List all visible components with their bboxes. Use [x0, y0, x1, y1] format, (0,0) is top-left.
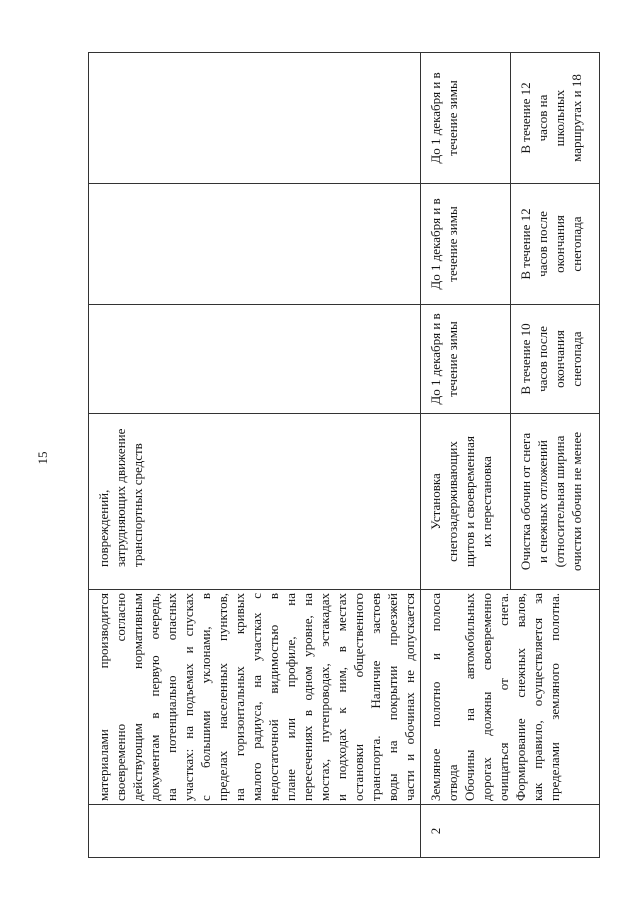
row-1-number-cell	[89, 805, 420, 857]
text-line: транспорта. Наличие застоев	[368, 593, 383, 801]
text-line: воды на покрытии проезжей	[385, 593, 400, 801]
row-1-measure-cell	[89, 414, 420, 589]
row-2b-deadline-3-cell	[511, 53, 599, 183]
row-1-deadline-1-cell	[89, 305, 420, 413]
text-line: До 1 декабря и в	[428, 198, 443, 290]
text-line: окончания	[552, 330, 567, 388]
text-line: плане или профиле, на	[283, 593, 298, 801]
text-line: Формирование снежных валов,	[513, 593, 528, 801]
text-line: повреждений,	[96, 489, 111, 567]
row-2b-deadline-2-cell	[511, 184, 599, 304]
text-line: и снежных отложений	[535, 440, 550, 563]
row-2-description-cell	[421, 590, 599, 804]
text-line: документам в первую очередь,	[147, 593, 162, 801]
text-line: снегозадерживающих	[445, 441, 460, 562]
text-line: часов после	[535, 326, 550, 392]
row-2-number-cell	[421, 805, 599, 857]
text-line: дорогах должны своевременно	[479, 593, 494, 801]
text-line: щитов и своевременная	[462, 436, 477, 567]
text-line: на потенциально опасных	[164, 593, 179, 801]
text-line: с большими уклонами, в	[198, 593, 213, 801]
page-number: 15	[35, 451, 50, 465]
row-2b-deadline-1-cell	[511, 305, 599, 413]
text-line: Установка	[428, 473, 443, 530]
text-line: материалами производится	[96, 593, 111, 801]
text-line: В течение 12	[518, 82, 533, 154]
text-line: В течение 12	[518, 208, 533, 280]
text-line: (относительная ширина	[552, 435, 567, 568]
row-2a-deadline-3-cell	[421, 53, 510, 183]
text-line: течение зимы	[445, 321, 460, 397]
text-line: часов на	[535, 94, 550, 142]
row-1-description-cell	[89, 590, 420, 804]
text-line: транспортных средств	[130, 443, 145, 567]
text-line: участках: на подъемах и спусках	[181, 593, 196, 801]
row-1-deadline-2-cell	[89, 184, 420, 304]
row-1-deadline-3-cell	[89, 53, 420, 183]
row-2b-measure-cell	[511, 414, 599, 589]
text-line: своевременно согласно	[113, 593, 128, 801]
text-line: Очистка обочин от снега	[518, 432, 533, 571]
text-line: недостаточной видимостью в	[266, 593, 281, 801]
text-line: малого радиуса, на участках с	[249, 593, 264, 801]
row-2a-measure-cell	[421, 414, 510, 589]
text-line: отвода	[445, 764, 460, 801]
text-line: снегопада	[569, 331, 584, 387]
text-line: школьных	[552, 89, 567, 147]
text-line: их перестановка	[479, 456, 494, 547]
text-line: и подходах к ним, в местах	[334, 593, 349, 801]
row-2a-deadline-1-cell	[421, 305, 510, 413]
row-2a-deadline-2-cell	[421, 184, 510, 304]
text-line: мостах, путепроводах, эстакадах	[317, 593, 332, 801]
text-line: Обочины на автомобильных	[462, 593, 477, 801]
text-line: очищаться от снега.	[496, 593, 511, 801]
text-line: на горизонтальных кривых	[232, 593, 247, 801]
text-line: пределами земляного полотна.	[547, 593, 562, 801]
text-line: окончания	[552, 215, 567, 273]
text-line: как правило, осуществляется за	[530, 593, 545, 801]
text-line: затрудняющих движение	[113, 428, 128, 567]
table	[88, 52, 600, 858]
text-line: очистки обочин не менее	[569, 431, 584, 572]
text-line: течение зимы	[445, 206, 460, 282]
row-number: 2	[428, 827, 443, 835]
text-line: части и обочинах не допускается	[402, 593, 417, 801]
text-line: пересечениях в одном уровне, на	[300, 593, 315, 801]
text-line: В течение 10	[518, 323, 533, 395]
text-line: течение зимы	[445, 80, 460, 156]
text-line: снегопада	[569, 216, 584, 272]
text-line: маршрутах и 18	[569, 74, 584, 162]
text-line: остановки общественного	[351, 593, 366, 801]
text-line: Земляное полотно и полоса	[428, 593, 443, 801]
text-line: пределах населенных пунктов,	[215, 593, 230, 801]
text-line: часов после	[535, 211, 550, 277]
text-line: До 1 декабря и в	[428, 313, 443, 405]
text-line: действующим нормативным	[130, 593, 145, 801]
text-line: До 1 декабря и в	[428, 72, 443, 164]
